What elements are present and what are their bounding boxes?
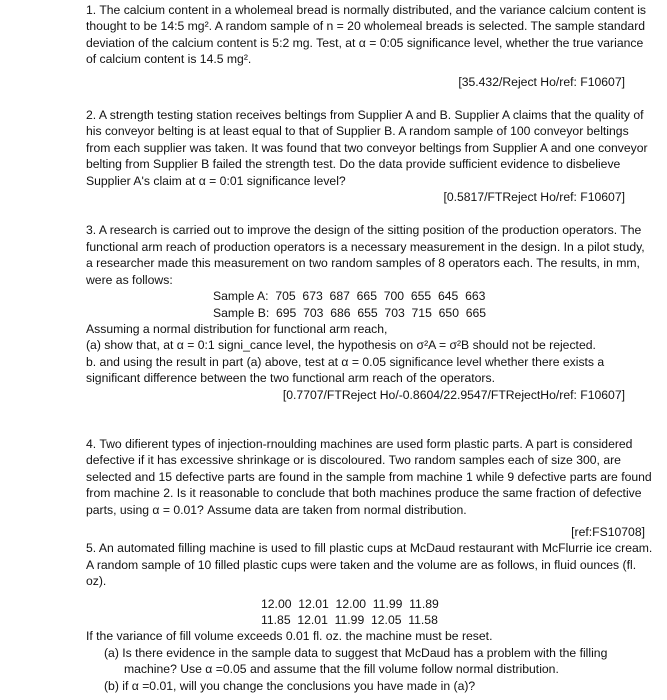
question-3 — [86, 222, 653, 402]
sample-b-row: Sample B: 695 703 686 655 703 715 650 665 — [213, 305, 487, 320]
sample-a-row: Sample A: 705 673 687 665 700 655 645 663 — [213, 289, 486, 304]
question-3-assumption: Assuming a normal distribution for functional arm reach, — [86, 321, 388, 336]
question-2-answer: [0.5817/FTReject Ho/ref: F10607] — [443, 190, 625, 205]
question-5-intro: 5. An automated filling machine is used to fill plastic cups at McDaud restaurant with McFlurrie ice cream. A random sample of 10 filled plastic cups were taken and the volume are as follows, in fluid ounces (fl. oz). — [86, 541, 653, 589]
fill-volume-row-2: 11.85 12.01 11.99 12.05 11.58 — [261, 613, 438, 627]
question-3-intro: 3. A research is carried out to improve the design of the sitting position of the production operators. The functional arm reach of production operators is a necessary measurement in the design. In a pilot study, a researcher made this measurement on two random samples of 8 operators each. The results, in mm, were as follows: — [86, 223, 645, 287]
question-5-part-b: (b) if α =0.01, will you change the conclusions you have made in (a)? — [104, 678, 476, 693]
question-2 — [86, 107, 653, 205]
question-4 — [86, 436, 653, 540]
question-3-part-a: (a) show that, at α = 0:1 signi_cance level, the hypothesis on σ²A = σ²B should not be rejected. — [86, 338, 596, 353]
question-4-text: 4. Two difierent types of injection-rnoulding machines are used form plastic parts. A part is considered defective if it has excessive shrinkage or is discoloured. Two random samples each of size 300, are selected and 15 defective parts are found in the sample from machine 1 while 9 defective parts are found from machine 2. Is it reasonable to conclude that both machines produce the same fraction of defective parts, using α = 0.01? Assume data are taken from normal distribution. — [86, 436, 652, 517]
question-1 — [86, 0, 653, 90]
question-5-part-a: (a) Is there evidence in the sample data to suggest that McDaud has a problem with the filling machine? Use α =0.05 and assume that the fill volume follow normal distribution. — [104, 645, 608, 677]
question-4-answer: [ref:FS10708] — [571, 524, 645, 539]
question-1-answer: [35.432/Reject Ho/ref: F10607] — [458, 74, 625, 89]
question-5 — [86, 540, 653, 694]
question-1-text: 1. The calcium content in a wholemeal bread is normally distributed, and the variance calcium content is thought to be 14:5 mg². A random sample of n = 20 wholemeal breads is selected. The sample standard deviation of the calcium content is 5:2 mg. Test, at α = 0:05 significance level, whether the true variance of calcium content is 14.5 mg². — [86, 3, 647, 67]
question-3-answer: [0.7707/FTReject Ho/-0.8604/22.9547/FTRejectHo/ref: F10607] — [282, 387, 625, 402]
question-2-text: 2. A strength testing station receives beltings from Supplier A and B. Supplier A claims that the quality of his conveyor belting is at least equal to that of Supplier B. A random sample of 100 conveyor beltings from each supplier was taken. It was found that two conveyor beltings from Supplier A and one conveyor belting from Supplier B failed the strength test. Do the data provide sufficient evidence to disbelieve Supplier A's claim at α = 0:01 significance level? — [86, 108, 648, 188]
question-3-part-b: b. and using the result in part (a) above, test at α = 0.05 significance level whether there exists a significant difference between the two functional arm reach of the operators. — [86, 354, 605, 386]
question-5-condition: If the variance of fill volume exceeds 0.01 fl. oz. the machine must be reset. — [86, 629, 493, 644]
fill-volume-row-1: 12.00 12.01 12.00 11.99 11.89 — [261, 596, 439, 611]
